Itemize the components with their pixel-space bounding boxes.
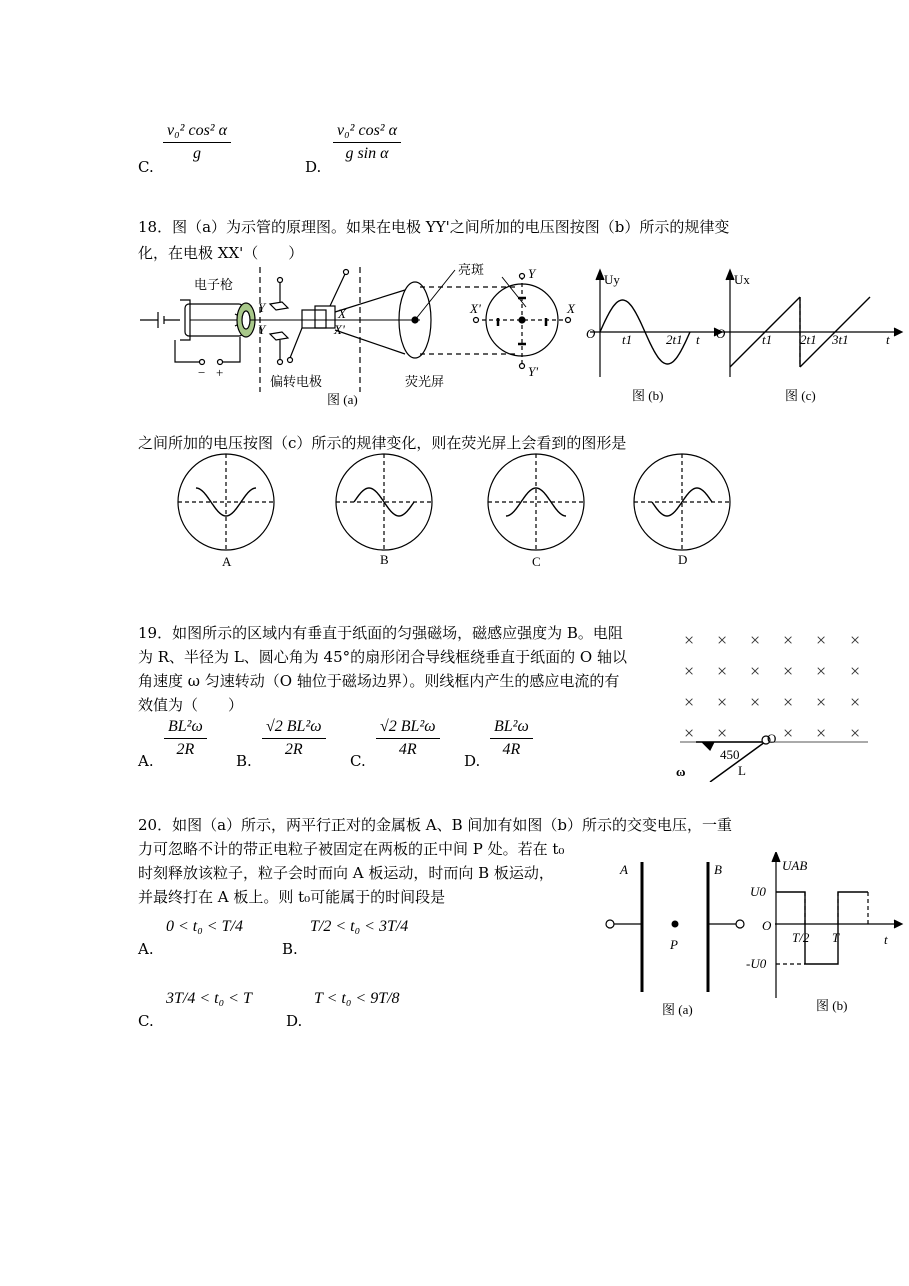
q20-option-b-expr: T/2 < t₀ < 3T/4	[310, 918, 409, 935]
q20-option-d-expr: T < t₀ < 9T/8	[314, 990, 400, 1007]
fig-b-caption: 图 (b)	[632, 388, 664, 403]
q19-option-c-fraction	[376, 718, 440, 760]
field-cross-mark: ×	[850, 692, 861, 712]
fig-c-t: t	[886, 332, 890, 347]
label-deflection-plates: 偏转电极	[270, 374, 323, 389]
fig-b-axis: Uy	[604, 272, 620, 287]
field-cross-mark: ×	[684, 692, 695, 712]
q19-omega-label: ω	[676, 764, 686, 779]
q18-choices	[170, 452, 790, 572]
label-screen-y: Y	[528, 266, 536, 281]
field-cross-mark: ×	[850, 630, 861, 650]
q20-option-a-label: A.	[138, 940, 154, 958]
fig-c-3t1: 3t1	[832, 332, 849, 347]
q17-d-numerator: v₀² cos² α	[333, 122, 401, 143]
q17-option-d-fraction	[333, 122, 401, 164]
q19-option-a-fraction	[164, 718, 207, 760]
label-y-plate-2: Y	[258, 322, 266, 337]
q20-half-t-label: T/2	[792, 930, 810, 945]
label-plus: +	[216, 365, 224, 380]
field-cross-mark: ×	[783, 692, 794, 712]
q20-stem-line2: 力可忽略不计的带正电粒子被固定在两板的正中间 P 处。若在 t₀	[138, 840, 565, 858]
label-x-plate: X	[338, 306, 346, 321]
q19-a-numerator: BL²ω	[164, 718, 207, 739]
fig-c-caption: 图 (c)	[785, 388, 816, 403]
q20-stem-line3: 时刻释放该粒子，粒子会时而向 A 板运动，时而向 B 板运动，	[138, 864, 554, 882]
q20-option-c-expr: 3T/4 < t₀ < T	[166, 990, 252, 1007]
field-cross-mark: ×	[816, 630, 827, 650]
q20-stem-line4: 并最终打在 A 板上。则 t₀可能属于的时间段是	[138, 888, 446, 906]
q20-point-p-label: P	[670, 937, 678, 952]
field-cross-mark: ×	[750, 661, 761, 681]
fig-c-origin: O	[716, 326, 726, 341]
q20-figure-b	[772, 852, 902, 998]
fig-b-origin: O	[586, 326, 596, 341]
field-cross-mark: ×	[684, 661, 695, 681]
field-cross-mark: ×	[850, 723, 861, 743]
q17-c-denominator: g	[192, 145, 201, 163]
field-cross-mark: ×	[816, 723, 827, 743]
q20-option-d-label: D.	[286, 1012, 303, 1030]
field-cross-mark: ×	[684, 723, 695, 743]
q20-stem-line1: 20．如图（a）所示，两平行正对的金属板 A、B 间加有如图（b）所示的交变电压，一重	[138, 816, 733, 834]
label-screen-x-prime: X'	[470, 301, 481, 316]
q19-figure	[670, 622, 880, 782]
q20-figures	[600, 852, 905, 1022]
field-cross-mark: ×	[816, 692, 827, 712]
q19-c-numerator: √2 BL²ω	[376, 718, 440, 739]
q17-c-numerator: v₀² cos² α	[163, 122, 231, 143]
q19-option-b-fraction	[262, 718, 326, 760]
label-screen-x: X	[567, 301, 575, 316]
field-cross-mark: ×	[717, 723, 728, 743]
q18-figure-c-labels	[716, 272, 890, 403]
q19-stem-line3: 角速度 ω 匀速转动（O 轴位于磁场边界）。则线框内产生的感应电流的有	[138, 672, 620, 690]
label-y-plate: Y	[258, 300, 266, 315]
q18-figure-b-labels	[586, 272, 700, 403]
q20-option-a-expr: 0 < t₀ < T/4	[166, 918, 243, 935]
fig-c-2t1: 2t1	[800, 332, 817, 347]
fig-b-2t1: 2t1	[666, 332, 683, 347]
q19-stem-line1: 19．如图所示的区域内有垂直于纸面的匀强磁场，磁感应强度为 B。电阻	[138, 624, 623, 642]
q18-stem-line3: 之间所加的电压按图（c）所示的规律变化，则在荧光屏上会看到的图形是	[138, 434, 627, 452]
field-cross-mark: ×	[750, 630, 761, 650]
q19-option-b-label: B.	[236, 752, 252, 770]
q20-neg-u0-label: -U0	[746, 956, 767, 971]
q19-option-d-fraction	[490, 718, 533, 760]
q20-figure-a	[606, 862, 744, 992]
q20-origin-label: O	[762, 918, 772, 933]
q17-option-d-label: D.	[305, 158, 322, 176]
q20-option-b-label: B.	[282, 940, 298, 958]
q20-plate-b-label: B	[714, 862, 722, 877]
fig-b-t1: t1	[622, 332, 633, 347]
label-screen-y-prime: Y'	[528, 364, 539, 379]
q20-option-c-label: C.	[138, 1012, 154, 1030]
fig-c-axis: Ux	[734, 272, 750, 287]
choice-label-B: B	[380, 552, 389, 567]
field-cross-mark: ×	[717, 630, 728, 650]
q18-stem-line1: 18．图（a）为示管的原理图。如果在电极 YY'之间所加的电压图按图（b）所示的规律变	[138, 218, 730, 236]
fig-a-caption: 图 (a)	[327, 392, 358, 407]
q18-stem-line2: 化，在电极 XX'（ ）	[138, 244, 304, 262]
q19-a-denominator: 2R	[176, 741, 195, 759]
q17-option-c-label: C.	[138, 158, 154, 176]
q19-stem-line2: 为 R、半径为 L、圆心角为 45°的扇形闭合导线框绕垂直于纸面的 O 轴以	[138, 648, 627, 666]
q20-t-axis-label: t	[884, 932, 888, 947]
q17-d-denominator: g sin α	[345, 145, 389, 163]
label-x-prime-plate: X'	[334, 322, 345, 337]
choice-label-C: C	[532, 554, 541, 569]
q20-axis-label: UAB	[782, 858, 808, 873]
q19-b-denominator: 2R	[284, 741, 303, 759]
field-cross-mark: ×	[717, 661, 728, 681]
fig-c-t1: t1	[762, 332, 773, 347]
q19-stem-line4: 效值为（ ）	[138, 696, 244, 714]
q19-o-label: O	[767, 731, 777, 746]
q19-d-numerator: BL²ω	[490, 718, 533, 739]
q19-option-c-label: C.	[350, 752, 366, 770]
q19-l-label: L	[738, 763, 746, 778]
q19-option-a-label: A.	[138, 752, 154, 770]
field-cross-mark: ×	[850, 661, 861, 681]
q18-figures	[130, 262, 909, 422]
label-electron-gun: 电子枪	[194, 277, 234, 292]
q20-plate-a-label: A	[620, 862, 628, 877]
label-bright-spot: 亮斑	[458, 262, 485, 277]
q19-angle-label: 450	[720, 747, 740, 762]
choice-label-D: D	[678, 552, 688, 567]
q19-c-denominator: 4R	[398, 741, 417, 759]
field-cross-mark: ×	[684, 630, 695, 650]
fig-b-t: t	[696, 332, 700, 347]
label-minus: −	[198, 365, 206, 380]
field-cross-mark: ×	[783, 661, 794, 681]
q19-d-denominator: 4R	[502, 741, 521, 759]
q20-fig-b-caption: 图 (b)	[816, 998, 848, 1013]
q19-b-numerator: √2 BL²ω	[262, 718, 326, 739]
field-cross-mark: ×	[717, 692, 728, 712]
label-screen: 荧光屏	[405, 374, 445, 389]
choice-label-A: A	[222, 554, 232, 569]
q20-t-tick-label: T	[832, 930, 840, 945]
q20-fig-a-caption: 图 (a)	[662, 1002, 693, 1017]
q17-option-c-fraction	[163, 122, 231, 164]
field-cross-mark: ×	[783, 630, 794, 650]
q19-option-d-label: D.	[464, 752, 481, 770]
field-cross-mark: ×	[816, 661, 827, 681]
field-cross-mark: ×	[783, 723, 794, 743]
field-cross-mark: ×	[750, 692, 761, 712]
q20-u0-label: U0	[750, 884, 766, 899]
